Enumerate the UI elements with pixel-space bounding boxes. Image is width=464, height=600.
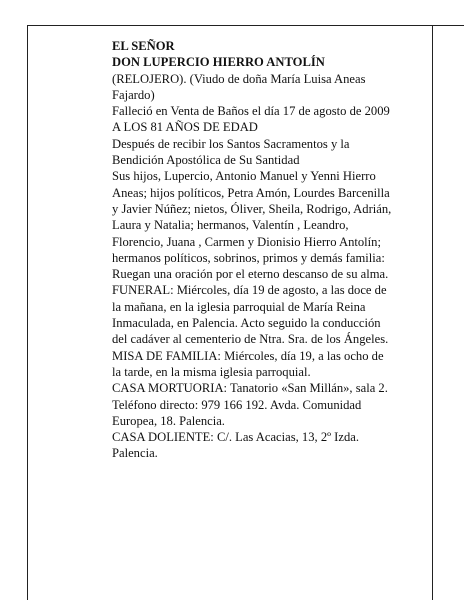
notice-line: CASA DOLIENTE: C/. Las Acacias, 13, 2º Izda. bbox=[112, 430, 359, 445]
notice-line: Bendición Apostólica de Su Santidad bbox=[112, 153, 300, 168]
notice-line: la tarde, en la misma iglesia parroquial. bbox=[112, 364, 311, 379]
notice-line: Fajardo) bbox=[112, 87, 155, 102]
notice-line: Ruegan una oración por el eterno descanso de su alma. bbox=[112, 267, 389, 282]
notice-line: CASA MORTUORIA: Tanatorio «San Millán», sala 2. bbox=[112, 381, 388, 396]
notice-line: Después de recibir los Santos Sacramentos y la bbox=[112, 136, 350, 151]
notice-line: Florencio, Juana , Carmen y Dionisio Hierro Antolín; bbox=[112, 234, 381, 249]
notice-line: Falleció en Venta de Baños el día 17 de agosto de 2009 bbox=[112, 104, 390, 119]
notice-line: Aneas; hijos políticos, Petra Amón, Lourdes Barcenilla bbox=[112, 185, 390, 200]
notice-line: del cadáver al cementerio de Ntra. Sra. de los Ángeles. bbox=[112, 332, 389, 347]
obituary-notice bbox=[112, 38, 422, 462]
notice-line: MISA DE FAMILIA: Miércoles, día 19, a las ocho de bbox=[112, 348, 384, 363]
notice-line: Inmaculada, en Palencia. Acto seguido la conducción bbox=[112, 316, 381, 331]
deceased-name: DON LUPERCIO HIERRO ANTOLÍN bbox=[112, 55, 325, 70]
notice-title: EL SEÑOR bbox=[112, 39, 175, 53]
notice-line: la mañana, en la iglesia parroquial de María Reina bbox=[112, 299, 366, 314]
notice-line: A LOS 81 AÑOS DE EDAD bbox=[112, 120, 258, 135]
notice-line: Laura y Natalia; hermanos, Valentín , Leandro, bbox=[112, 218, 349, 233]
notice-line: Europea, 18. Palencia. bbox=[112, 413, 225, 428]
notice-line: Palencia. bbox=[112, 446, 158, 461]
notice-line: Teléfono directo: 979 166 192. Avda. Comunidad bbox=[112, 397, 362, 412]
page-border-right bbox=[432, 25, 433, 600]
notice-line: hermanos políticos, sobrinos, primos y demás familia: bbox=[112, 250, 385, 265]
notice-line: (RELOJERO). (Viudo de doña María Luisa Aneas bbox=[112, 71, 366, 86]
notice-line: Sus hijos, Lupercio, Antonio Manuel y Yenni Hierro bbox=[112, 169, 376, 184]
notice-line: FUNERAL: Miércoles, día 19 de agosto, a las doce de bbox=[112, 283, 387, 298]
page-border-top bbox=[27, 25, 464, 26]
page-border-left bbox=[27, 25, 28, 600]
notice-line: y Javier Núñez; nietos, Óliver, Sheila, Rodrigo, Adrián, bbox=[112, 201, 392, 216]
